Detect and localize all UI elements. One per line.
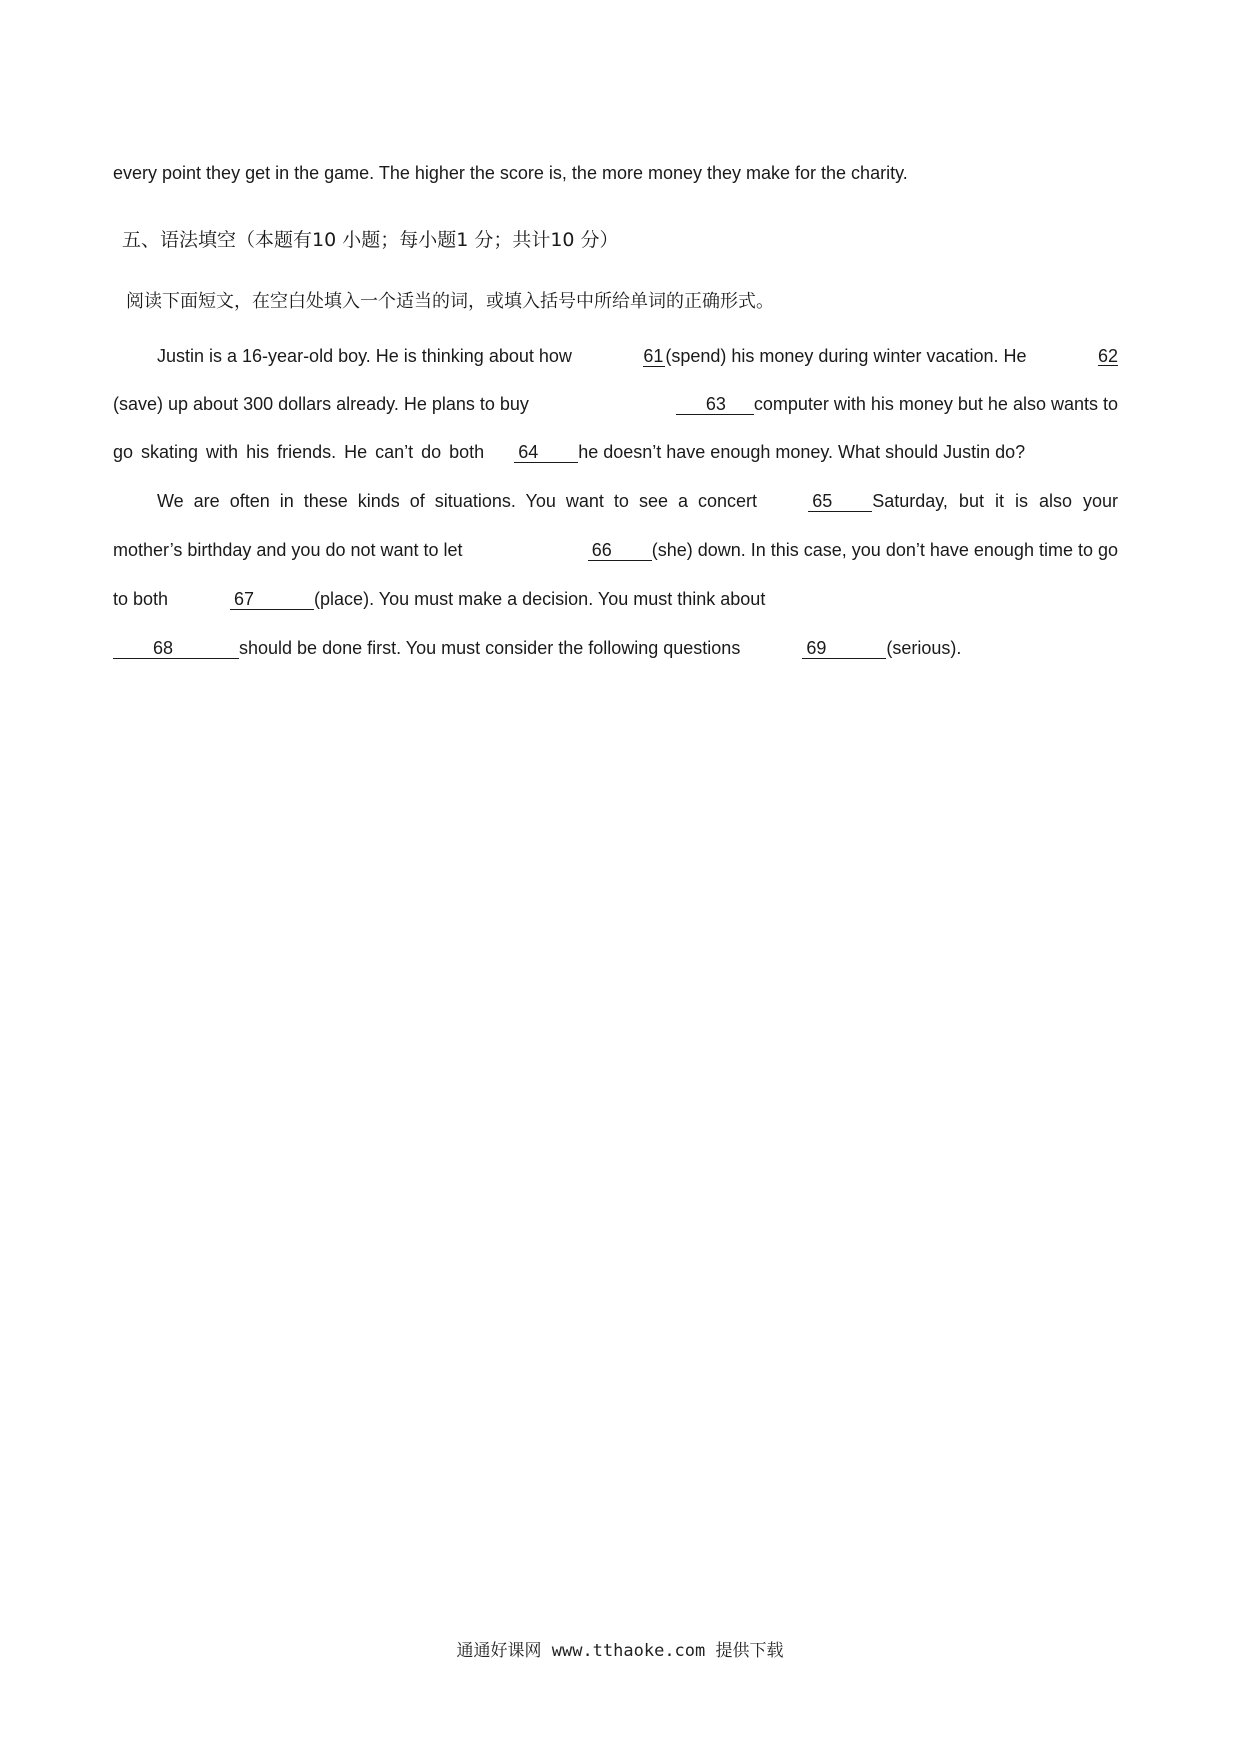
text-segment: should be done first. You must consider the following questions — [239, 638, 741, 658]
text-segment: to both — [113, 589, 169, 609]
blank-61: 61 (spend) his money during winter vacation. He — [643, 346, 1027, 366]
text-segment: We are often in these kinds of situations. You want to see a concert — [157, 491, 757, 511]
text-segment: computer with his money but he also wants to — [753, 394, 1118, 414]
text-segment: (serious). — [886, 638, 962, 658]
text-segment: Justin is a 16-year-old boy. He is thinking about how — [157, 346, 572, 366]
footer-source-text: 通通好课网 www.tthaoke.com 提供下载 — [456, 1641, 784, 1661]
blank-66: 66 — [588, 540, 652, 561]
text-segment: (she) down. In this case, you don’t have enough time to go — [651, 540, 1118, 560]
blank-63: 63 — [676, 394, 754, 415]
text-segment: Saturday, but it is also your — [872, 491, 1118, 511]
carryover-line: every point they get in the game. The higher the score is, the more money they make for the charity. — [113, 163, 908, 183]
text-segment: go skating with his friends. He can’t do both — [113, 442, 485, 462]
text-segment: mother’s birthday and you do not want to let — [113, 540, 463, 560]
paragraph2-line3 — [113, 587, 765, 611]
paragraph2-line4 — [113, 636, 961, 660]
instruction-text: 阅读下面短文，在空白处填入一个适当的词，或填入括号中所给单词的正确形式。 — [126, 291, 774, 312]
blank-69: 69 — [802, 638, 886, 659]
blank-67: 67 — [230, 589, 314, 610]
paragraph2-line1 — [113, 489, 1118, 513]
text-segment: (spend) his money during winter vacation. He — [665, 346, 1027, 366]
paragraph2-line2 — [113, 538, 1118, 562]
text-segment: he doesn’t have enough money. What should Justin do? — [578, 442, 1026, 462]
blank-68: 68 — [113, 638, 239, 659]
section-heading: 五、语法填空（本题有10 小题；每小题1 分；共计10 分） — [122, 229, 619, 251]
blank-62: 62 — [1097, 346, 1118, 366]
paragraph1-line2 — [113, 392, 1118, 416]
blank-65: 65 — [808, 491, 872, 512]
blank-64: 64 — [514, 442, 578, 463]
text-segment: (save) up about 300 dollars already. He plans to buy — [113, 394, 529, 414]
paragraph1-line3 — [113, 440, 1118, 464]
text-segment: (place). You must make a decision. You must think about — [314, 589, 766, 609]
paragraph1-line1 — [113, 344, 1118, 368]
